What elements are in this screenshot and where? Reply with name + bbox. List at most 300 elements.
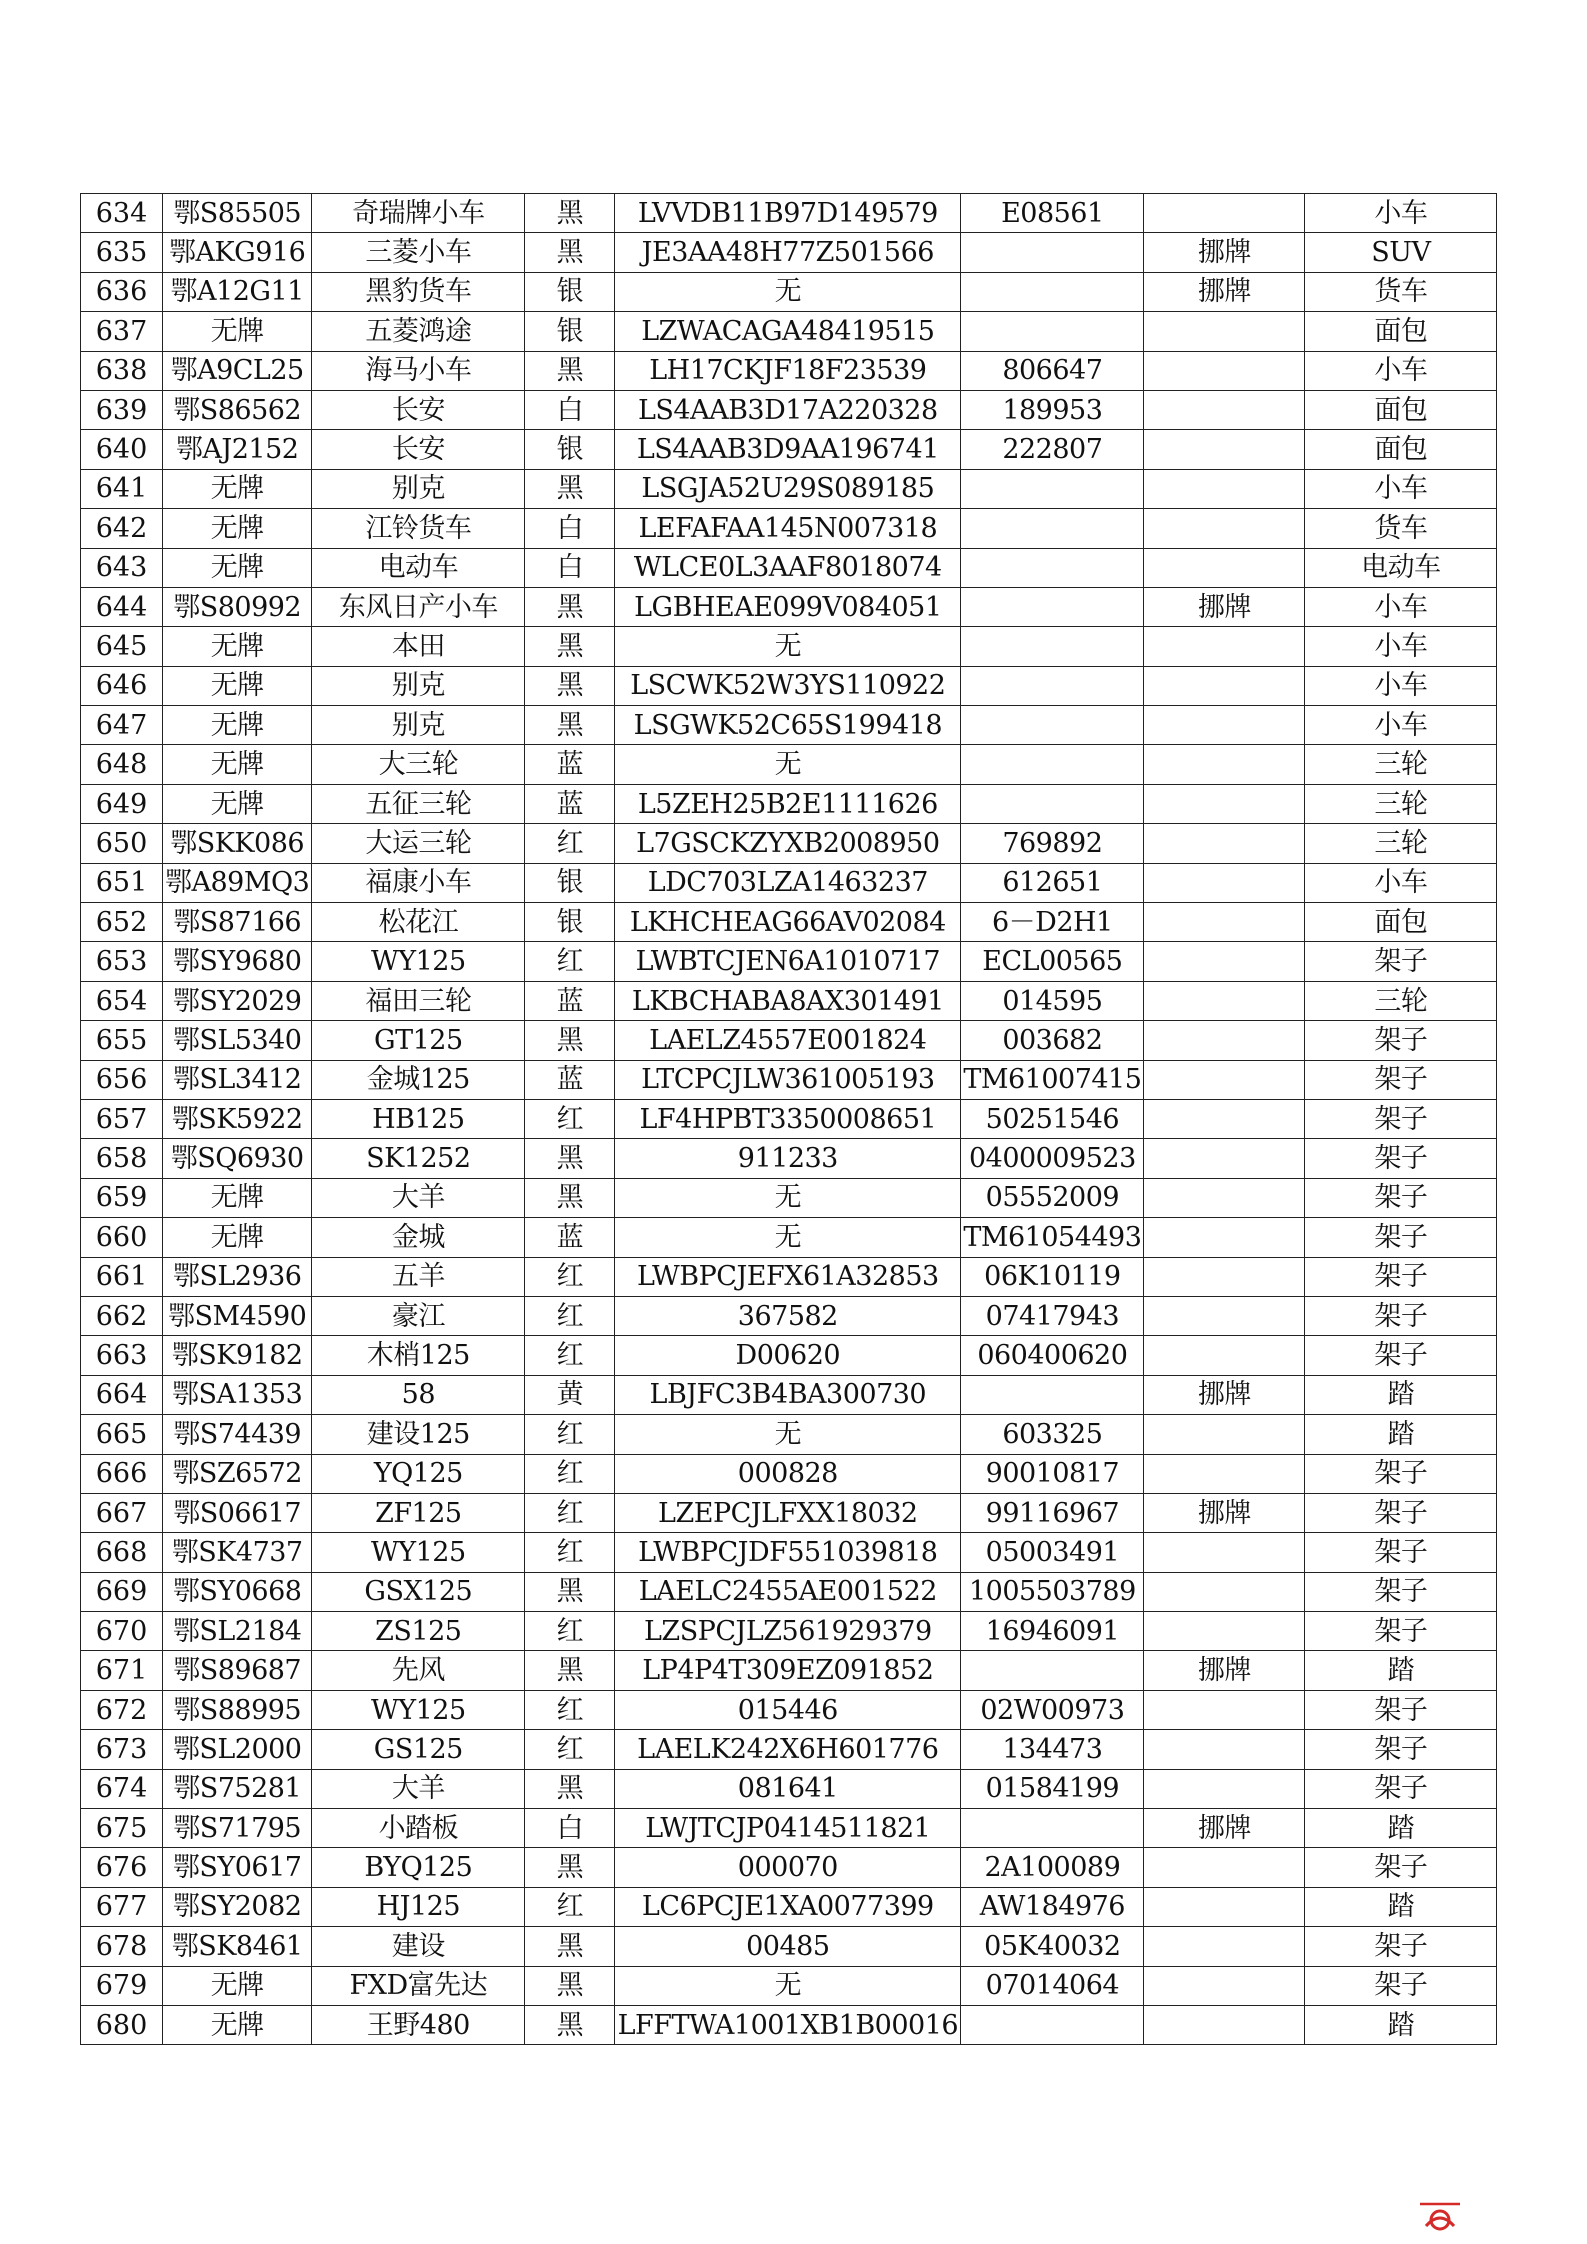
cell-engine-number: 060400620 [961, 1336, 1144, 1375]
cell-record-number: 655 [81, 1021, 163, 1060]
cell-record-number: 648 [81, 745, 163, 784]
cell-plate-number: 鄂AJ2152 [163, 430, 312, 469]
cell-vehicle-type: 面包 [1305, 903, 1497, 942]
cell-record-number: 637 [81, 312, 163, 351]
cell-vehicle-type: 架子 [1305, 942, 1497, 981]
cell-vehicle-brand: HJ125 [312, 1887, 525, 1926]
cell-plate-number: 鄂SK8461 [163, 1927, 312, 1966]
cell-remark: 挪牌 [1144, 1375, 1305, 1414]
cell-record-number: 646 [81, 666, 163, 705]
cell-remark [1144, 981, 1305, 1020]
cell-remark [1144, 2005, 1305, 2044]
cell-vehicle-color: 黑 [525, 1139, 615, 1178]
cell-vehicle-brand: 长安 [312, 390, 525, 429]
cell-vehicle-type: 踏 [1305, 1375, 1497, 1414]
cell-plate-number: 鄂SK9182 [163, 1336, 312, 1375]
cell-engine-number: 134473 [961, 1730, 1144, 1769]
cell-vehicle-type: 小车 [1305, 587, 1497, 626]
cell-plate-number: 鄂SL3412 [163, 1060, 312, 1099]
cell-vehicle-type: 架子 [1305, 1927, 1497, 1966]
cell-vehicle-type: 架子 [1305, 1612, 1497, 1651]
table-row [81, 1336, 1497, 1375]
cell-engine-number: 0400009523 [961, 1139, 1144, 1178]
cell-plate-number: 鄂S74439 [163, 1415, 312, 1454]
cell-vin-number: LTCPCJLW361005193 [615, 1060, 961, 1099]
cell-remark: 挪牌 [1144, 272, 1305, 311]
cell-remark [1144, 903, 1305, 942]
table-row [81, 469, 1497, 508]
cell-engine-number [961, 1375, 1144, 1414]
cell-engine-number: 07417943 [961, 1296, 1144, 1335]
cell-vehicle-brand: 大三轮 [312, 745, 525, 784]
cell-record-number: 676 [81, 1848, 163, 1887]
cell-remark [1144, 1769, 1305, 1808]
cell-remark [1144, 1690, 1305, 1729]
cell-engine-number [961, 666, 1144, 705]
cell-record-number: 649 [81, 784, 163, 823]
cell-plate-number: 无牌 [163, 706, 312, 745]
cell-vin-number: LAELZ4557E001824 [615, 1021, 961, 1060]
cell-vehicle-brand: GT125 [312, 1021, 525, 1060]
table-row [81, 1533, 1497, 1572]
cell-engine-number: TM61054493 [961, 1218, 1144, 1257]
cell-record-number: 645 [81, 627, 163, 666]
cell-remark [1144, 1848, 1305, 1887]
cell-vehicle-type: 踏 [1305, 1809, 1497, 1848]
cell-vehicle-type: 架子 [1305, 1099, 1497, 1138]
cell-engine-number [961, 587, 1144, 626]
table-row [81, 351, 1497, 390]
cell-engine-number [961, 1809, 1144, 1848]
table-row [81, 1690, 1497, 1729]
cell-record-number: 643 [81, 548, 163, 587]
cell-vehicle-brand: 别克 [312, 666, 525, 705]
cell-engine-number [961, 784, 1144, 823]
cell-remark [1144, 627, 1305, 666]
cell-vin-number: 无 [615, 1966, 961, 2005]
cell-vehicle-type: SUV [1305, 233, 1497, 272]
cell-vehicle-color: 白 [525, 1809, 615, 1848]
cell-vin-number: LF4HPBT3350008651 [615, 1099, 961, 1138]
table-row [81, 1296, 1497, 1335]
cell-vehicle-color: 黑 [525, 2005, 615, 2044]
cell-vehicle-type: 架子 [1305, 1218, 1497, 1257]
table-row [81, 312, 1497, 351]
cell-vehicle-color: 黑 [525, 194, 615, 233]
table-row [81, 587, 1497, 626]
table-row [81, 942, 1497, 981]
table-row [81, 706, 1497, 745]
cell-engine-number: 2A100089 [961, 1848, 1144, 1887]
cell-vehicle-color: 黄 [525, 1375, 615, 1414]
cell-remark [1144, 666, 1305, 705]
cell-record-number: 669 [81, 1572, 163, 1611]
cell-engine-number [961, 1651, 1144, 1690]
table-row [81, 1809, 1497, 1848]
table-row [81, 1612, 1497, 1651]
cell-engine-number: 02W00973 [961, 1690, 1144, 1729]
cell-vin-number: LKHCHEAG66AV02084 [615, 903, 961, 942]
cell-vehicle-type: 架子 [1305, 1060, 1497, 1099]
cell-vin-number: LH17CKJF18F23539 [615, 351, 961, 390]
table-row [81, 1493, 1497, 1532]
cell-vin-number: LZWACAGA48419515 [615, 312, 961, 351]
cell-vehicle-color: 红 [525, 1257, 615, 1296]
cell-vehicle-type: 架子 [1305, 1336, 1497, 1375]
cell-vehicle-type: 小车 [1305, 194, 1497, 233]
cell-engine-number: 07014064 [961, 1966, 1144, 2005]
cell-vehicle-brand: 大羊 [312, 1769, 525, 1808]
cell-vehicle-type: 货车 [1305, 272, 1497, 311]
cell-vehicle-color: 红 [525, 1099, 615, 1138]
cell-vehicle-brand: 金城125 [312, 1060, 525, 1099]
table-row [81, 824, 1497, 863]
cell-remark [1144, 1178, 1305, 1217]
table-body [81, 194, 1497, 2045]
cell-vehicle-type: 小车 [1305, 666, 1497, 705]
cell-vehicle-brand: 建设125 [312, 1415, 525, 1454]
cell-vehicle-brand: 福田三轮 [312, 981, 525, 1020]
cell-record-number: 634 [81, 194, 163, 233]
cell-plate-number: 无牌 [163, 1218, 312, 1257]
cell-record-number: 639 [81, 390, 163, 429]
red-seal-logo-icon [1414, 2196, 1466, 2232]
cell-engine-number: TM61007415 [961, 1060, 1144, 1099]
cell-vehicle-brand: 东风日产小车 [312, 587, 525, 626]
cell-record-number: 677 [81, 1887, 163, 1926]
cell-remark [1144, 1966, 1305, 2005]
cell-plate-number: 无牌 [163, 469, 312, 508]
cell-record-number: 653 [81, 942, 163, 981]
table-row [81, 1887, 1497, 1926]
cell-engine-number: 6－D2H1 [961, 903, 1144, 942]
table-row [81, 1021, 1497, 1060]
cell-vehicle-color: 银 [525, 903, 615, 942]
cell-vin-number: 000070 [615, 1848, 961, 1887]
table-row [81, 2005, 1497, 2044]
cell-vehicle-color: 蓝 [525, 1218, 615, 1257]
cell-vehicle-brand: 本田 [312, 627, 525, 666]
cell-record-number: 657 [81, 1099, 163, 1138]
table-row [81, 1139, 1497, 1178]
cell-vehicle-type: 架子 [1305, 1769, 1497, 1808]
cell-vehicle-color: 红 [525, 1690, 615, 1729]
cell-vehicle-brand: 三菱小车 [312, 233, 525, 272]
cell-vehicle-brand: BYQ125 [312, 1848, 525, 1887]
cell-vehicle-brand: 豪江 [312, 1296, 525, 1335]
cell-record-number: 635 [81, 233, 163, 272]
cell-engine-number: 222807 [961, 430, 1144, 469]
cell-vehicle-color: 黑 [525, 1769, 615, 1808]
cell-vin-number: LWBPCJDF551039818 [615, 1533, 961, 1572]
cell-plate-number: 无牌 [163, 745, 312, 784]
cell-vin-number: D00620 [615, 1336, 961, 1375]
cell-vehicle-type: 架子 [1305, 1454, 1497, 1493]
cell-engine-number: 014595 [961, 981, 1144, 1020]
cell-vehicle-type: 架子 [1305, 1690, 1497, 1729]
table-row [81, 390, 1497, 429]
table-row [81, 1848, 1497, 1887]
cell-remark [1144, 1257, 1305, 1296]
cell-remark [1144, 1454, 1305, 1493]
cell-plate-number: 鄂S75281 [163, 1769, 312, 1808]
cell-engine-number: 01584199 [961, 1769, 1144, 1808]
table-row [81, 1415, 1497, 1454]
cell-vehicle-type: 架子 [1305, 1848, 1497, 1887]
cell-remark [1144, 1139, 1305, 1178]
cell-vehicle-type: 三轮 [1305, 745, 1497, 784]
cell-plate-number: 鄂SY9680 [163, 942, 312, 981]
cell-vehicle-brand: 王野480 [312, 2005, 525, 2044]
cell-engine-number: 612651 [961, 863, 1144, 902]
cell-vin-number: LZEPCJLFXX18032 [615, 1493, 961, 1532]
cell-vin-number: WLCE0L3AAF8018074 [615, 548, 961, 587]
cell-vehicle-type: 三轮 [1305, 784, 1497, 823]
vehicle-record-sheet [80, 193, 1497, 2045]
table-row [81, 666, 1497, 705]
cell-record-number: 668 [81, 1533, 163, 1572]
cell-plate-number: 鄂A12G11 [163, 272, 312, 311]
cell-plate-number: 鄂SZ6572 [163, 1454, 312, 1493]
cell-remark [1144, 1336, 1305, 1375]
cell-vin-number: 081641 [615, 1769, 961, 1808]
cell-vehicle-color: 红 [525, 1493, 615, 1532]
cell-record-number: 672 [81, 1690, 163, 1729]
cell-vehicle-type: 架子 [1305, 1296, 1497, 1335]
cell-record-number: 647 [81, 706, 163, 745]
cell-vin-number: LC6PCJE1XA0077399 [615, 1887, 961, 1926]
cell-engine-number: 05K40032 [961, 1927, 1144, 1966]
cell-plate-number: 无牌 [163, 509, 312, 548]
cell-vin-number: LFFTWA1001XB1B00016 [615, 2005, 961, 2044]
cell-vin-number: L7GSCKZYXB2008950 [615, 824, 961, 863]
cell-record-number: 675 [81, 1809, 163, 1848]
cell-record-number: 679 [81, 1966, 163, 2005]
cell-vehicle-brand: 建设 [312, 1927, 525, 1966]
cell-remark [1144, 1218, 1305, 1257]
cell-plate-number: 鄂SA1353 [163, 1375, 312, 1414]
cell-vehicle-color: 黑 [525, 233, 615, 272]
cell-vehicle-brand: HB125 [312, 1099, 525, 1138]
cell-vehicle-color: 红 [525, 1533, 615, 1572]
table-row [81, 1651, 1497, 1690]
table-row [81, 1730, 1497, 1769]
cell-plate-number: 无牌 [163, 1178, 312, 1217]
cell-remark [1144, 1887, 1305, 1926]
table-row [81, 194, 1497, 233]
cell-plate-number: 鄂SKK086 [163, 824, 312, 863]
cell-remark [1144, 942, 1305, 981]
cell-record-number: 678 [81, 1927, 163, 1966]
cell-engine-number [961, 745, 1144, 784]
cell-vehicle-brand: YQ125 [312, 1454, 525, 1493]
cell-engine-number [961, 2005, 1144, 2044]
cell-record-number: 671 [81, 1651, 163, 1690]
cell-record-number: 661 [81, 1257, 163, 1296]
cell-vehicle-color: 黑 [525, 1927, 615, 1966]
cell-remark [1144, 1415, 1305, 1454]
table-row [81, 1257, 1497, 1296]
cell-vin-number: LZSPCJLZ561929379 [615, 1612, 961, 1651]
cell-vehicle-color: 黑 [525, 587, 615, 626]
cell-remark [1144, 1533, 1305, 1572]
cell-vin-number: LEFAFAA145N007318 [615, 509, 961, 548]
table-row [81, 1375, 1497, 1414]
cell-engine-number: ECL00565 [961, 942, 1144, 981]
cell-vehicle-color: 红 [525, 1887, 615, 1926]
cell-vin-number: LSGWK52C65S199418 [615, 706, 961, 745]
table-row [81, 784, 1497, 823]
cell-engine-number: 06K10119 [961, 1257, 1144, 1296]
cell-vehicle-type: 踏 [1305, 1651, 1497, 1690]
cell-engine-number: 769892 [961, 824, 1144, 863]
cell-vehicle-color: 黑 [525, 627, 615, 666]
cell-vehicle-brand: WY125 [312, 942, 525, 981]
cell-remark [1144, 390, 1305, 429]
cell-record-number: 674 [81, 1769, 163, 1808]
cell-plate-number: 无牌 [163, 548, 312, 587]
cell-vin-number: LS4AAB3D17A220328 [615, 390, 961, 429]
cell-vehicle-type: 架子 [1305, 1572, 1497, 1611]
cell-plate-number: 无牌 [163, 627, 312, 666]
cell-plate-number: 无牌 [163, 666, 312, 705]
cell-engine-number: 1005503789 [961, 1572, 1144, 1611]
cell-engine-number [961, 469, 1144, 508]
cell-vehicle-type: 小车 [1305, 863, 1497, 902]
cell-vehicle-brand: 五征三轮 [312, 784, 525, 823]
cell-vehicle-color: 黑 [525, 351, 615, 390]
cell-vehicle-color: 银 [525, 430, 615, 469]
cell-vehicle-brand: 电动车 [312, 548, 525, 587]
cell-record-number: 658 [81, 1139, 163, 1178]
cell-record-number: 651 [81, 863, 163, 902]
cell-record-number: 644 [81, 587, 163, 626]
table-row [81, 1099, 1497, 1138]
cell-remark [1144, 1612, 1305, 1651]
cell-vehicle-brand: 海马小车 [312, 351, 525, 390]
cell-engine-number: 189953 [961, 390, 1144, 429]
cell-remark [1144, 548, 1305, 587]
cell-record-number: 667 [81, 1493, 163, 1532]
cell-record-number: 650 [81, 824, 163, 863]
cell-plate-number: 鄂SM4590 [163, 1296, 312, 1335]
cell-record-number: 664 [81, 1375, 163, 1414]
cell-vehicle-brand: 奇瑞牌小车 [312, 194, 525, 233]
cell-vin-number: LAELK242X6H601776 [615, 1730, 961, 1769]
table-row [81, 1927, 1497, 1966]
cell-vehicle-color: 银 [525, 312, 615, 351]
cell-engine-number [961, 548, 1144, 587]
cell-vehicle-color: 红 [525, 1612, 615, 1651]
cell-engine-number [961, 627, 1144, 666]
cell-vehicle-color: 黑 [525, 706, 615, 745]
cell-remark [1144, 312, 1305, 351]
cell-vehicle-brand: 别克 [312, 469, 525, 508]
cell-vehicle-brand: 黑豹货车 [312, 272, 525, 311]
cell-plate-number: 鄂SY2029 [163, 981, 312, 1020]
cell-vehicle-color: 红 [525, 1296, 615, 1335]
cell-vehicle-type: 架子 [1305, 1730, 1497, 1769]
cell-vin-number: 911233 [615, 1139, 961, 1178]
cell-vehicle-brand: FXD富先达 [312, 1966, 525, 2005]
cell-plate-number: 鄂S89687 [163, 1651, 312, 1690]
cell-record-number: 654 [81, 981, 163, 1020]
cell-record-number: 670 [81, 1612, 163, 1651]
cell-vehicle-brand: ZS125 [312, 1612, 525, 1651]
cell-vehicle-brand: 福康小车 [312, 863, 525, 902]
cell-vin-number: JE3AA48H77Z501566 [615, 233, 961, 272]
table-row [81, 745, 1497, 784]
cell-vehicle-color: 红 [525, 1730, 615, 1769]
cell-vin-number: 367582 [615, 1296, 961, 1335]
cell-record-number: 656 [81, 1060, 163, 1099]
cell-vehicle-color: 红 [525, 824, 615, 863]
cell-vehicle-brand: 木梢125 [312, 1336, 525, 1375]
table-row [81, 430, 1497, 469]
cell-remark [1144, 469, 1305, 508]
cell-vin-number: 无 [615, 272, 961, 311]
cell-vin-number: LBJFC3B4BA300730 [615, 1375, 961, 1414]
cell-engine-number: 05552009 [961, 1178, 1144, 1217]
cell-record-number: 636 [81, 272, 163, 311]
cell-vehicle-color: 黑 [525, 1651, 615, 1690]
table-row [81, 1454, 1497, 1493]
cell-plate-number: 鄂S71795 [163, 1809, 312, 1848]
cell-remark [1144, 745, 1305, 784]
cell-plate-number: 鄂SK4737 [163, 1533, 312, 1572]
cell-vehicle-color: 蓝 [525, 784, 615, 823]
cell-plate-number: 鄂SY0617 [163, 1848, 312, 1887]
cell-vehicle-type: 三轮 [1305, 824, 1497, 863]
table-row [81, 1572, 1497, 1611]
vehicle-records-table [80, 193, 1497, 2045]
cell-vehicle-type: 架子 [1305, 1493, 1497, 1532]
table-row [81, 1769, 1497, 1808]
cell-vin-number: LSGJA52U29S089185 [615, 469, 961, 508]
cell-vin-number: L5ZEH25B2E1111626 [615, 784, 961, 823]
cell-remark: 挪牌 [1144, 1651, 1305, 1690]
table-row [81, 903, 1497, 942]
cell-plate-number: 鄂SK5922 [163, 1099, 312, 1138]
cell-record-number: 680 [81, 2005, 163, 2044]
cell-remark: 挪牌 [1144, 1809, 1305, 1848]
cell-vin-number: LWJTCJP0414511821 [615, 1809, 961, 1848]
cell-engine-number: 003682 [961, 1021, 1144, 1060]
cell-engine-number: E08561 [961, 194, 1144, 233]
cell-remark [1144, 509, 1305, 548]
cell-engine-number [961, 509, 1144, 548]
cell-vehicle-brand: 江铃货车 [312, 509, 525, 548]
cell-engine-number: 50251546 [961, 1099, 1144, 1138]
cell-vehicle-brand: WY125 [312, 1690, 525, 1729]
cell-record-number: 666 [81, 1454, 163, 1493]
table-row [81, 1218, 1497, 1257]
cell-vehicle-brand: 长安 [312, 430, 525, 469]
cell-vin-number: LKBCHABA8AX301491 [615, 981, 961, 1020]
cell-record-number: 652 [81, 903, 163, 942]
cell-record-number: 641 [81, 469, 163, 508]
cell-vin-number: 无 [615, 627, 961, 666]
cell-vehicle-type: 架子 [1305, 1257, 1497, 1296]
cell-vehicle-color: 红 [525, 1454, 615, 1493]
cell-vehicle-brand: 松花江 [312, 903, 525, 942]
cell-vin-number: LAELC2455AE001522 [615, 1572, 961, 1611]
cell-plate-number: 鄂S87166 [163, 903, 312, 942]
cell-remark: 挪牌 [1144, 587, 1305, 626]
cell-engine-number: 99116967 [961, 1493, 1144, 1532]
cell-vin-number: LDC703LZA1463237 [615, 863, 961, 902]
cell-vehicle-color: 黑 [525, 1572, 615, 1611]
